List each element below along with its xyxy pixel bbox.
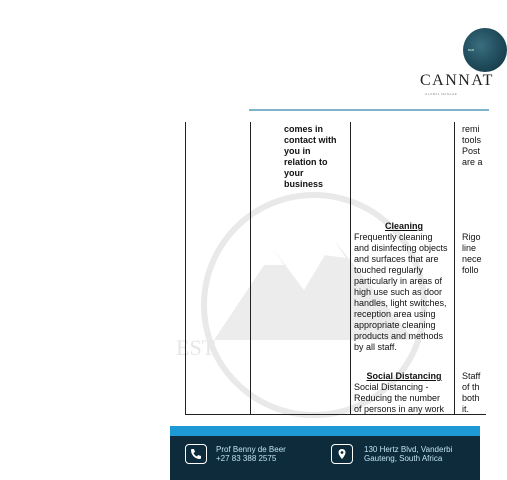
- table-text: line: [462, 243, 477, 253]
- table-text: of persons in any work: [354, 404, 445, 414]
- table-text: you in: [284, 146, 311, 156]
- table-text: your: [284, 168, 304, 178]
- table-divider: [350, 122, 351, 414]
- footer-address-line2: Gauteng, South Africa: [364, 454, 443, 463]
- table-text: touched regularly: [354, 265, 424, 275]
- table-text: relation to: [284, 157, 328, 167]
- header-divider: [249, 109, 489, 111]
- table-text: Post: [462, 146, 481, 156]
- footer-address-line1: 130 Hertz Blvd, Vanderbi: [364, 445, 453, 454]
- page-footer: [170, 426, 480, 480]
- phone-icon: [185, 444, 207, 464]
- table-text: remi: [462, 124, 480, 134]
- footer-contact-phone: +27 83 388 2575: [216, 454, 277, 463]
- table-text: comes in: [284, 124, 324, 134]
- table-text: follo: [462, 265, 479, 275]
- table-text: Staff: [462, 371, 481, 381]
- table-text: handles, light switches,: [354, 298, 447, 308]
- table-divider: [250, 122, 251, 414]
- table-cell-right: [462, 124, 492, 168]
- watermark-text: EST: [176, 335, 216, 360]
- document-page: [170, 0, 494, 480]
- table-text: tools: [462, 135, 482, 145]
- table-text: both: [462, 393, 480, 403]
- table-cell-right: [462, 232, 492, 276]
- table-text: Reducing the number: [354, 393, 441, 403]
- table-text: of th: [462, 382, 480, 392]
- table-text: Social Distancing -: [354, 382, 429, 392]
- table-text: and disinfecting objects: [354, 243, 448, 253]
- table-text: particularly in areas of: [354, 276, 443, 286]
- table-text: appropriate cleaning: [354, 320, 436, 330]
- company-logo-icon: [463, 28, 507, 72]
- table-text: Rigo: [462, 232, 481, 242]
- section-heading: Social Distancing: [366, 371, 442, 381]
- table-cell-right: [462, 371, 492, 415]
- footer-accent-bar: [170, 426, 480, 436]
- table-text: nece: [462, 254, 482, 264]
- table-text: by all staff.: [354, 342, 397, 352]
- location-pin-icon: [331, 444, 353, 464]
- table-text: and surfaces that are: [354, 254, 439, 264]
- table-text: business: [284, 179, 324, 189]
- table-cell-social-distancing: [354, 371, 454, 415]
- table-text: products and methods: [354, 331, 444, 341]
- measures-table: [185, 122, 486, 415]
- table-text: contact with: [284, 135, 337, 145]
- table-text: high use such as door: [354, 287, 443, 297]
- table-cell-context: [284, 124, 346, 190]
- table-text: reception area using: [354, 309, 436, 319]
- table-divider: [454, 122, 455, 414]
- table-text: it.: [462, 404, 470, 414]
- logo-mini-text: BAR: [468, 48, 475, 52]
- footer-contact-name: Prof Benny de Beer: [216, 445, 286, 454]
- section-heading: Cleaning: [384, 221, 423, 231]
- table-text: are a: [462, 157, 483, 167]
- brand-name: CANNAT: [420, 72, 494, 89]
- table-text: Frequently cleaning: [354, 232, 433, 242]
- brand-tagline: GLOBAL MANAGE: [425, 92, 458, 96]
- table-cell-cleaning: [354, 221, 454, 353]
